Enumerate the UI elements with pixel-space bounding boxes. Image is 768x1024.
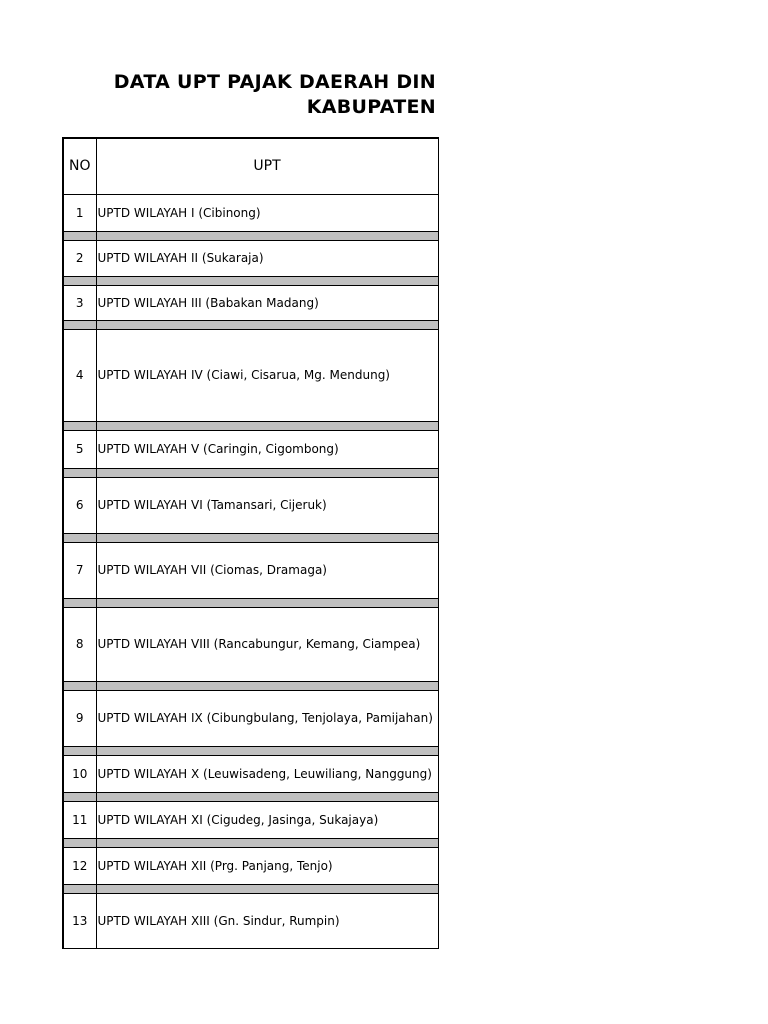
separator-row: [63, 320, 438, 329]
row-no: 3: [63, 285, 96, 320]
table-row: [63, 542, 438, 598]
row-no: 5: [63, 430, 96, 468]
row-upt: UPTD WILAYAH V (Caringin, Cigombong): [96, 430, 438, 468]
row-no: 6: [63, 477, 96, 533]
row-upt: UPTD WILAYAH X (Leuwisadeng, Leuwiliang, Nanggung): [96, 755, 438, 792]
separator-row: [63, 231, 438, 240]
row-upt: UPTD WILAYAH IV (Ciawi, Cisarua, Mg. Mendung): [96, 329, 438, 421]
table-row: [63, 690, 438, 746]
table-row: [63, 755, 438, 792]
row-no: 4: [63, 329, 96, 421]
separator-row: [63, 746, 438, 755]
row-no: 2: [63, 240, 96, 276]
table-row: [63, 285, 438, 320]
table-header-row: [63, 138, 438, 194]
table-row: [63, 240, 438, 276]
separator-row: [63, 421, 438, 430]
table-row: [63, 477, 438, 533]
row-no: 13: [63, 893, 96, 948]
row-no: 9: [63, 690, 96, 746]
table-row: [63, 194, 438, 231]
table-row: [63, 607, 438, 681]
row-upt: UPTD WILAYAH XIII (Gn. Sindur, Rumpin): [96, 893, 438, 948]
row-upt: UPTD WILAYAH VII (Ciomas, Dramaga): [96, 542, 438, 598]
separator-row: [63, 792, 438, 801]
separator-row: [63, 598, 438, 607]
row-no: 8: [63, 607, 96, 681]
separator-row: [63, 533, 438, 542]
page-subtitle: KABUPATEN: [306, 96, 436, 118]
row-upt: UPTD WILAYAH III (Babakan Madang): [96, 285, 438, 320]
row-upt: UPTD WILAYAH VI (Tamansari, Cijeruk): [96, 477, 438, 533]
separator-row: [63, 276, 438, 285]
row-upt: UPTD WILAYAH VIII (Rancabungur, Kemang, Ciampea): [96, 607, 438, 681]
table-row: [63, 430, 438, 468]
column-header-no: NO: [63, 138, 96, 194]
row-no: 1: [63, 194, 96, 231]
separator-row: [63, 838, 438, 847]
table-row: [63, 893, 438, 948]
row-upt: UPTD WILAYAH XI (Cigudeg, Jasinga, Sukajaya): [96, 801, 438, 838]
row-upt: UPTD WILAYAH II (Sukaraja): [96, 240, 438, 276]
table-row: [63, 847, 438, 884]
row-upt: UPTD WILAYAH I (Cibinong): [96, 194, 438, 231]
separator-row: [63, 681, 438, 690]
row-no: 11: [63, 801, 96, 838]
row-upt: UPTD WILAYAH IX (Cibungbulang, Tenjolaya, Pamijahan): [96, 690, 438, 746]
row-no: 7: [63, 542, 96, 598]
row-no: 12: [63, 847, 96, 884]
table-row: [63, 329, 438, 421]
upt-table: [62, 137, 439, 949]
column-header-upt: UPT: [96, 138, 438, 194]
page-title: DATA UPT PAJAK DAERAH DIN: [113, 71, 436, 93]
table-row: [63, 801, 438, 838]
separator-row: [63, 884, 438, 893]
row-upt: UPTD WILAYAH XII (Prg. Panjang, Tenjo): [96, 847, 438, 884]
separator-row: [63, 468, 438, 477]
row-no: 10: [63, 755, 96, 792]
